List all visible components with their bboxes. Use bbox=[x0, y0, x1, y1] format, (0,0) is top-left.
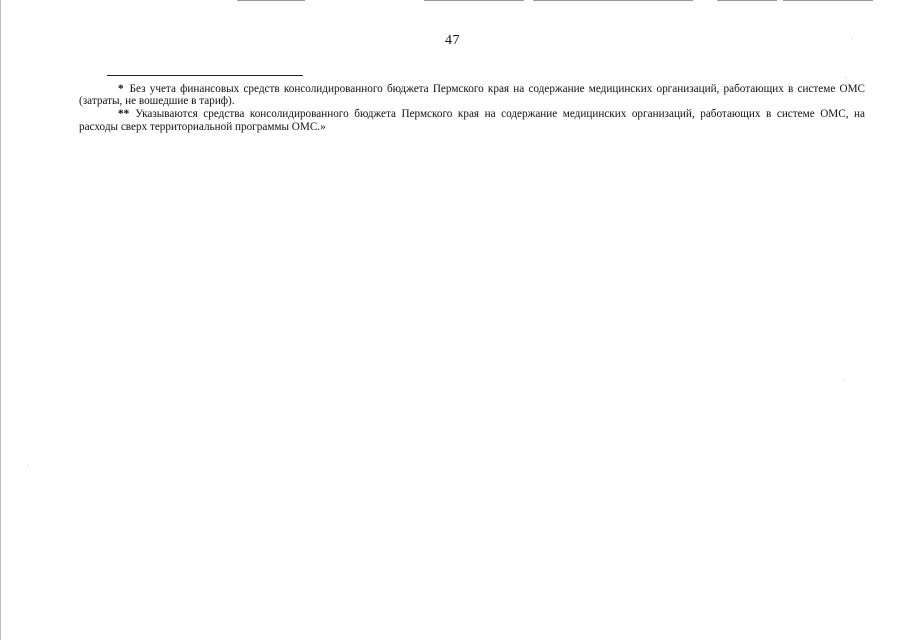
scan-speck bbox=[27, 465, 28, 466]
footnote-marker: * bbox=[118, 83, 124, 95]
scan-artifact-line bbox=[237, 0, 305, 1]
footnote-marker: ** bbox=[118, 108, 130, 121]
footnote-separator bbox=[107, 75, 303, 76]
page-number: 47 bbox=[445, 33, 460, 48]
scan-artifact-line bbox=[717, 0, 777, 1]
scan-artifact-line bbox=[783, 0, 873, 1]
scan-left-edge bbox=[0, 0, 1, 640]
footnote-text: Без учета финансовых средств консолидированного бюджета Пермского края на содержание медицинских организаций, работающих в системе ОМС (затраты, не вошедшие в тариф). bbox=[79, 83, 865, 108]
scan-speck bbox=[843, 380, 844, 381]
footnote-1 bbox=[79, 83, 865, 107]
scan-artifact-line bbox=[424, 0, 524, 1]
footnote-2 bbox=[79, 108, 865, 132]
footnote-text: Указываются средства консолидированного бюджета Пермского края на содержание медицинских организаций, работающих в системе ОМС, на расходы сверх территориальной программы ОМС.» bbox=[79, 108, 865, 133]
scan-artifact-line bbox=[533, 0, 693, 1]
scan-speck bbox=[845, 77, 846, 78]
footnotes-block bbox=[79, 83, 865, 134]
